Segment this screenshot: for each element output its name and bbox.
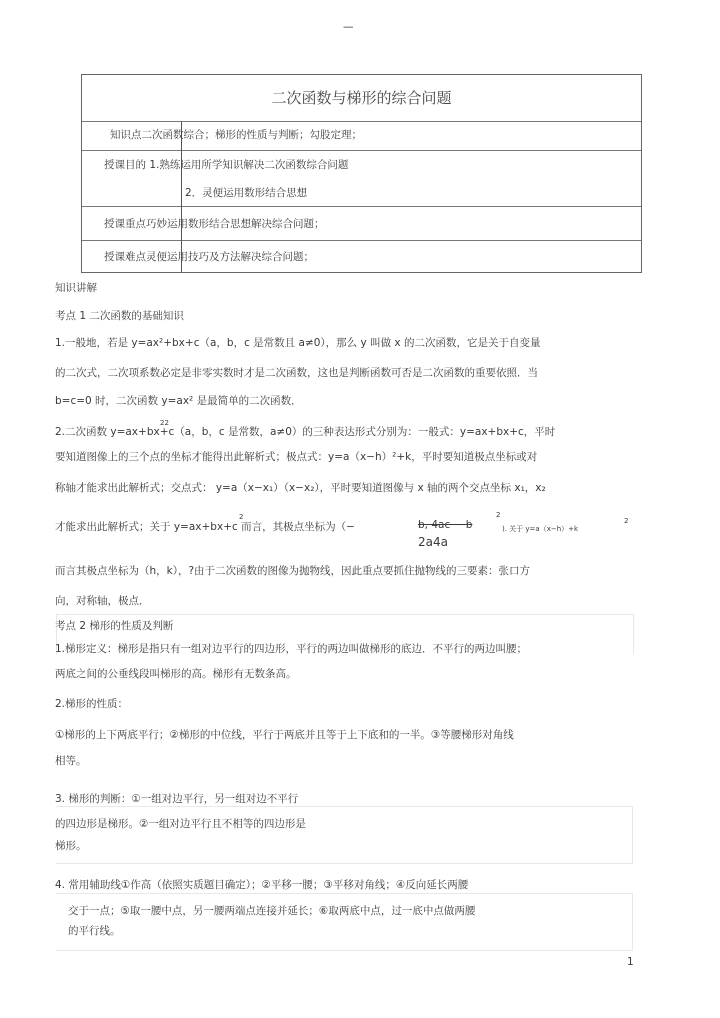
superscript: 2 bbox=[624, 517, 629, 525]
paragraph-line: 而言其极点坐标为（h，k），?由于二次函数的图像为抛物线，因此重点要抓住抛物线的三要素：张口方 bbox=[55, 565, 531, 577]
formula-note: ). 关于 y=a（x−h）+k bbox=[502, 525, 579, 533]
lesson-info-table bbox=[81, 74, 642, 273]
paragraph-line: 向，对称轴，极点． bbox=[55, 595, 150, 607]
document-title: 二次函数与梯形的综合问题 bbox=[271, 89, 452, 107]
paragraph-line: 要知道图像上的三个点的坐标才能得出此解析式；极点式：y=a（x−h）²+k，平时要知道极点坐标或对 bbox=[55, 451, 538, 463]
fraction-numerator: b, 4ac − b bbox=[418, 519, 473, 531]
header-mark: — bbox=[343, 21, 354, 33]
paragraph-line: 4. 常用辅助线①作高（依照实质题目确定）；②平移一腰；③平移对角线；④反向延长两腰 bbox=[55, 879, 469, 891]
paragraph-line: 相等。 bbox=[55, 755, 87, 767]
paragraph-line: 1.一般地，若是 y=ax²+bx+c（a，b，c 是常数且 a≠0），那么 y 叫做 x 的二次函数，它是关于自变量 bbox=[55, 337, 541, 349]
topic-1-heading: 考点 1 二次函数的基础知识 bbox=[55, 310, 184, 322]
teaching-difficulty: 授课难点灵便运用技巧及方法解决综合问题； bbox=[104, 251, 314, 263]
knowledge-points: 知识点二次函数综合；梯形的性质与判断；勾股定理； bbox=[110, 129, 362, 141]
paragraph-line: 的四边形是梯形。②一组对边平行且不相等的四边形是 bbox=[55, 818, 306, 830]
paragraph-line: 3. 梯形的判断：①一组对边平行，另一组对边不平行 bbox=[55, 793, 299, 805]
paragraph-line: 2.二次函数 y=ax+bx+c（a，b，c 是常数，a≠0）的三种表达形式分别为：一般式：y=ax+bx+c，平时 bbox=[55, 426, 556, 438]
teaching-goal-1: 授课目的 1.熟练运用所学知识解决二次函数综合问题 bbox=[104, 159, 349, 171]
paragraph-line: 两底之间的公垂线段叫梯形的高。梯形有无数条高。 bbox=[55, 668, 297, 680]
section-heading: 知识讲解 bbox=[55, 282, 97, 294]
paragraph-line: 交于一点；⑤取一腰中点，另一腰两端点连接并延长；⑥取两底中点，过一底中点做两腰 bbox=[68, 905, 476, 917]
paragraph-line: 1.梯形定义：梯形是指只有一组对边平行的四边形，平行的两边叫做梯形的底边．不平行的两边叫腰； bbox=[55, 643, 528, 655]
teaching-focus: 授课重点巧妙运用数形结合思想解决综合问题； bbox=[104, 218, 325, 230]
paragraph-line: b=c=0 时，二次函数 y=ax² 是最简单的二次函数． bbox=[55, 395, 302, 407]
page-number: 1 bbox=[627, 956, 634, 968]
paragraph-line: 梯形。 bbox=[55, 840, 87, 852]
superscript: 2 bbox=[239, 513, 244, 521]
teaching-goal-2: 2．灵便运用数形结合思想 bbox=[185, 187, 308, 199]
paragraph-line: 的平行线。 bbox=[68, 925, 121, 937]
superscript: 22 bbox=[160, 419, 169, 427]
paragraph-line: 称轴才能求出此解析式；交点式： y=a（x−x₁）（x−x₂），平时要知道图像与 x 轴的两个交点坐标 x₁，x₂ bbox=[55, 482, 546, 494]
paragraph-line: 才能求出此解析式；关于 y=ax+bx+c 而言，其极点坐标为（− bbox=[55, 521, 355, 533]
fraction-denominator: 2a4a bbox=[418, 535, 448, 549]
superscript: 2 bbox=[496, 511, 501, 519]
paragraph-line: 2.梯形的性质： bbox=[55, 698, 129, 710]
paragraph-line: ①梯形的上下两底平行；②梯形的中位线，平行于两底并且等于上下底和的一半。③等腰梯形对角线 bbox=[55, 729, 514, 741]
paragraph-line: 的二次式，二次项系数必定是非零实数时才是二次函数，这也是判断函数可否是二次函数的重要依照．当 bbox=[55, 367, 538, 379]
topic-2-heading: 考点 2 梯形的性质及判断 bbox=[55, 620, 174, 632]
